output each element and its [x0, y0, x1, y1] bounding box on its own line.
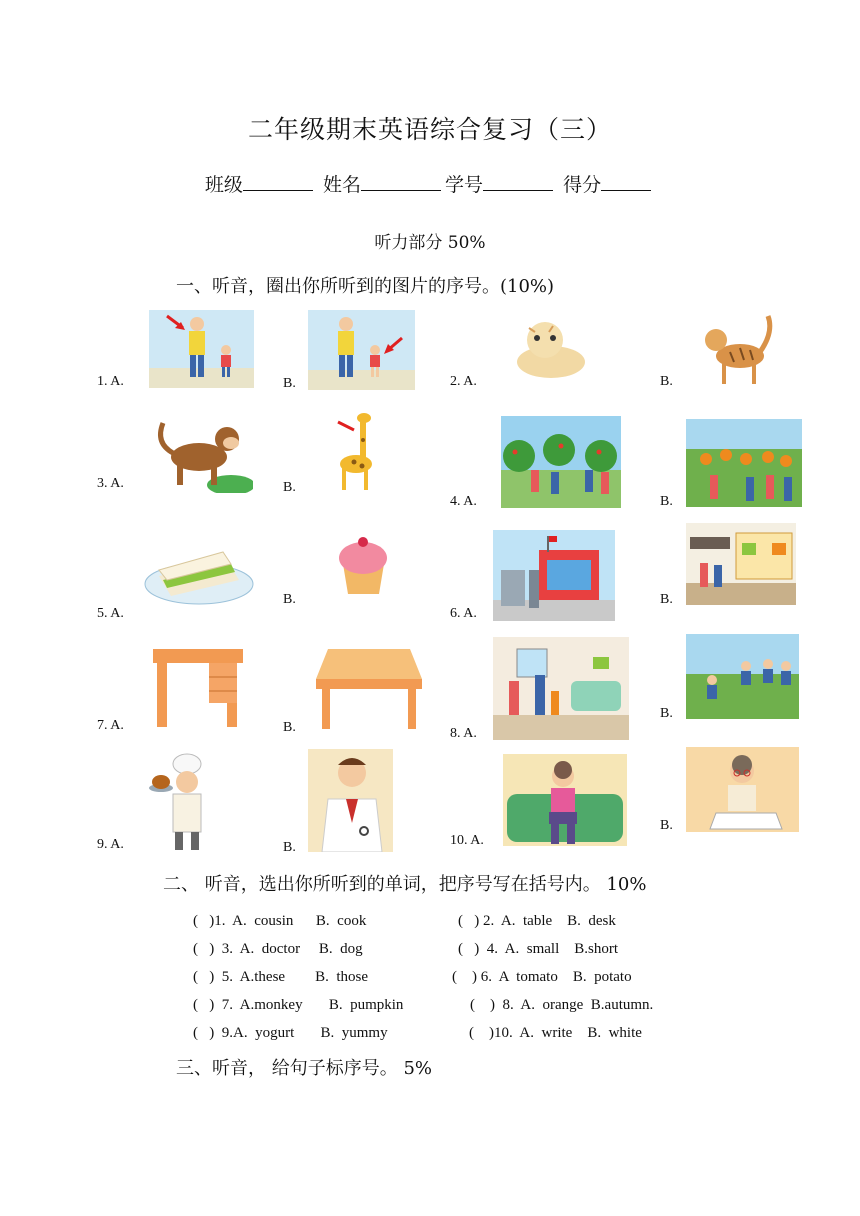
- q7-a-label: 7. A.: [97, 718, 124, 733]
- s2-q9: ( ) 9.A. yogurt B. yummy: [193, 1025, 388, 1041]
- zoo-entrance-image: [686, 523, 796, 605]
- section2-heading: 二、 听音，选出你所听到的单词，把序号写在括号内。 10%: [163, 874, 647, 895]
- q9-b-label: B.: [283, 840, 296, 855]
- kids-running-image: [686, 634, 799, 719]
- q3-b-label: B.: [283, 480, 296, 495]
- class-blank: [243, 172, 313, 191]
- q10-b-label: B.: [660, 818, 673, 833]
- section3-heading: 三、听音， 给句子标序号。 5%: [176, 1058, 432, 1079]
- page-title: 二年级期末英语综合复习（三）: [247, 115, 612, 144]
- giraffe-image: [334, 410, 384, 492]
- tiger-image: [509, 318, 591, 382]
- q5-a-label: 5. A.: [97, 606, 124, 621]
- number-blank: [483, 172, 553, 191]
- s2-q2: ( ) 2. A. table B. desk: [458, 913, 616, 929]
- name-label: 姓名: [322, 174, 361, 196]
- sandwich-image: [143, 540, 255, 608]
- q3-a-label: 3. A.: [97, 476, 124, 491]
- s2-q7: ( ) 7. A.monkey B. pumpkin: [193, 997, 404, 1013]
- q9-a-label: 9. A.: [97, 837, 124, 852]
- q4-b-label: B.: [660, 494, 673, 509]
- s2-q4: ( ) 4. A. small B.short: [458, 941, 618, 957]
- name-blank: [361, 172, 441, 191]
- cupcake-image: [335, 530, 392, 596]
- student-info-line: [0, 170, 860, 197]
- father-daughter-arrow-image: [308, 310, 415, 390]
- section1-heading: 一、听音，圈出你所听到的图片的序号。(10%): [176, 276, 555, 297]
- grandma-sofa-image: [503, 754, 627, 846]
- q1-b-label: B.: [283, 376, 296, 391]
- s2-q1: ( )1. A. cousin B. cook: [193, 913, 367, 929]
- q2-a-label: 2. A.: [450, 374, 477, 389]
- q5-b-label: B.: [283, 592, 296, 607]
- q7-b-label: B.: [283, 720, 296, 735]
- table-image: [314, 645, 424, 731]
- school-gate-image: [493, 530, 615, 621]
- class-label: 班级: [204, 174, 243, 196]
- score-label: 得分: [563, 174, 602, 196]
- family-living-room-image: [493, 637, 629, 740]
- q4-a-label: 4. A.: [450, 494, 477, 509]
- desk-image: [149, 647, 245, 729]
- q8-b-label: B.: [660, 706, 673, 721]
- score-blank: [601, 172, 651, 191]
- chef-image: [147, 752, 225, 852]
- s2-q3: ( ) 3. A. doctor B. dog: [193, 941, 363, 957]
- q10-a-label: 10. A.: [450, 833, 484, 848]
- orchard-image: [501, 416, 621, 508]
- q1-a-label: 1. A.: [97, 374, 124, 389]
- s2-q5: ( ) 5. A.these B. those: [193, 969, 368, 985]
- s2-q6: ( ) 6. A tomato B. potato: [452, 969, 632, 985]
- father-son-arrow-image: [149, 310, 254, 388]
- monkey-image: [149, 413, 253, 493]
- doctor-image: [308, 749, 393, 852]
- grandma-writing-image: [686, 747, 799, 832]
- listening-part-label: 听力部分 50%: [374, 233, 486, 253]
- s2-q8: ( ) 8. A. orange B.autumn.: [470, 997, 654, 1013]
- q8-a-label: 8. A.: [450, 726, 477, 741]
- q2-b-label: B.: [660, 374, 673, 389]
- cat-image: [700, 312, 776, 388]
- s2-q10: ( )10. A. write B. white: [469, 1025, 642, 1041]
- q6-a-label: 6. A.: [450, 606, 477, 621]
- number-label: 学号: [445, 174, 484, 196]
- pumpkin-field-image: [686, 419, 802, 507]
- q6-b-label: B.: [660, 592, 673, 607]
